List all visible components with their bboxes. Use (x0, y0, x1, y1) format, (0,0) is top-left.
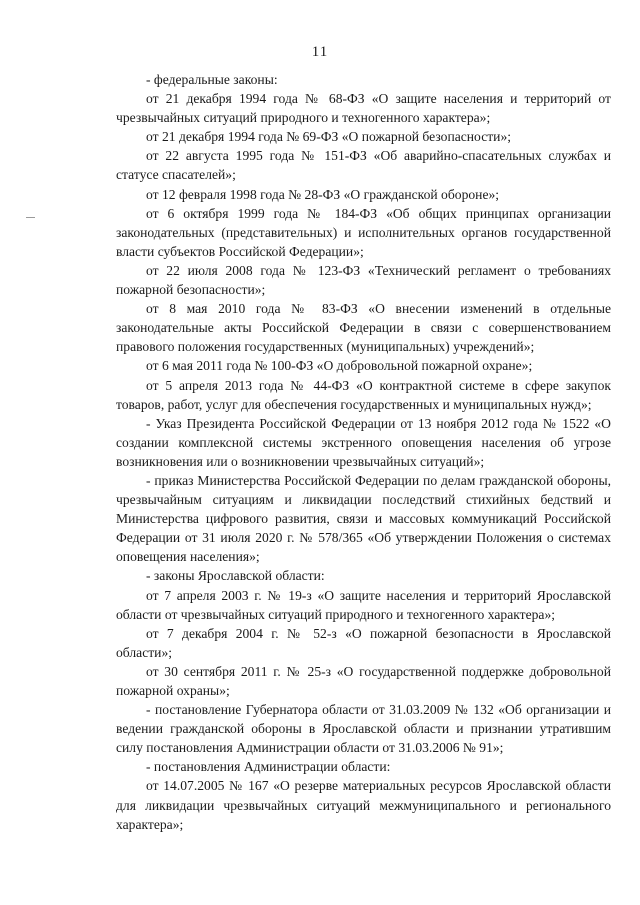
list-item: от 12 февраля 1998 года № 28-ФЗ «О гражданской обороне»; (146, 186, 500, 202)
page-number: 11 (311, 44, 329, 60)
list-item-ministry-order: - приказ Министерства Российской Федерации по делам гражданской обороны, чрезвычайным ситуациям и ликвидации последствий стихийных бедствий и Министерства цифрового развития, связи и массовых коммуникаций Российской Федерации от 31 июля 2020 г. № 578/365 «Об утверждении Положения о системах оповещения населения»; (116, 472, 611, 565)
document-body (116, 70, 611, 834)
list-item: от 30 сентября 2011 г. № 25-з «О государственной поддержке добровольной пожарной охраны»; (116, 663, 611, 698)
list-item: от 21 декабря 1994 года № 69-ФЗ «О пожарной безопасности»; (146, 129, 512, 145)
list-item: от 21 декабря 1994 года № 68-ФЗ «О защите населения и территорий от чрезвычайных ситуаций природного и техногенного характера»; (116, 91, 611, 126)
list-item: от 5 апреля 2013 года № 44-ФЗ «О контрактной системе в сфере закупок товаров, работ, услуг для обеспечения государственных и муниципальных нужд»; (116, 377, 611, 412)
list-item-governor-resolution: - постановление Губернатора области от 31.03.2009 № 132 «Об организации и ведении гражданской обороны в Ярославской области и признании утратившим силу постановления Администрации области от 31.03.2006 № 91»; (116, 702, 611, 756)
list-heading-regional-laws: - законы Ярославской области: (146, 568, 325, 584)
list-item: от 7 апреля 2003 г. № 19-з «О защите населения и территорий Ярославской области от чрезвычайных ситуаций природного и техногенного характера»; (116, 587, 611, 622)
list-item: от 6 октября 1999 года № 184-ФЗ «Об общих принципах организации законодательных (представительных) и исполнительных органов государственной власти субъектов Российской Федерации»; (116, 205, 611, 259)
list-item: от 22 августа 1995 года № 151-ФЗ «Об аварийно-спасательных службах и статусе спасателей»; (116, 148, 611, 183)
list-item: от 6 мая 2011 года № 100-ФЗ «О добровольной пожарной охране»; (146, 358, 533, 374)
list-heading-administration-resolutions: - постановления Администрации области: (146, 759, 391, 775)
list-item: от 22 июля 2008 года № 123-ФЗ «Технический регламент о требованиях пожарной безопасности»; (116, 262, 611, 298)
list-heading-federal-laws: - федеральные законы: (146, 72, 278, 87)
list-item: от 8 мая 2010 года № 83-ФЗ «О внесении изменений в отдельные законодательные акты Российской Федерации в связи с совершенствованием правового положения государственных (муниципальных) учреждений»; (116, 301, 611, 355)
list-item: от 7 декабря 2004 г. № 52-з «О пожарной безопасности в Ярославской области»; (116, 625, 611, 660)
margin-mark (26, 217, 35, 218)
list-item: от 14.07.2005 № 167 «О резерве материальных ресурсов Ярославской области для ликвидации чрезвычайных ситуаций межмуниципального и регионального характера»; (116, 778, 611, 832)
list-item-presidential-decree: - Указ Президента Российской Федерации от 13 ноября 2012 года № 1522 «О создании комплексной системы экстренного оповещения населения об угрозе возникновения или о возникновении чрезвычайных ситуаций»; (116, 415, 611, 469)
